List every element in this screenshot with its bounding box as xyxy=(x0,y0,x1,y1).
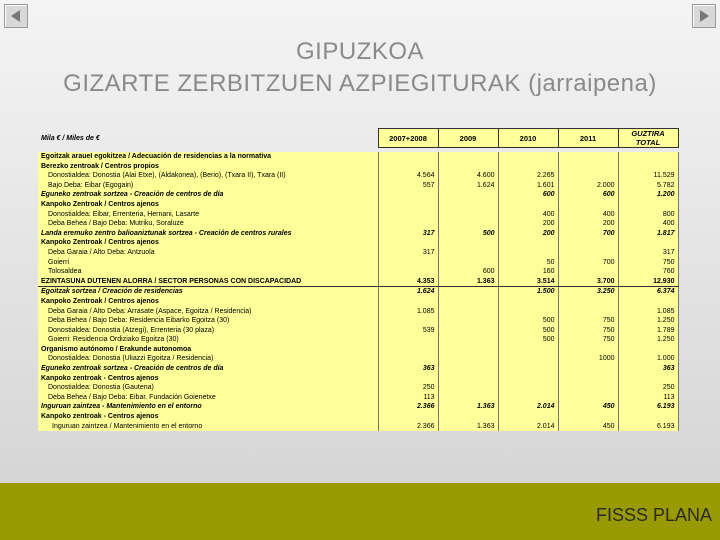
cell-value xyxy=(558,412,618,422)
cell-value xyxy=(498,364,558,374)
cell-value: 1.363 xyxy=(438,402,498,412)
cell-value xyxy=(438,316,498,326)
column-header: 2010 xyxy=(498,129,558,148)
cell-value: 6.193 xyxy=(618,422,678,432)
table-row xyxy=(38,393,678,403)
table-row xyxy=(38,326,678,336)
table-row xyxy=(38,412,678,422)
table-row xyxy=(38,297,678,307)
cell-value xyxy=(438,326,498,336)
cell-value: 317 xyxy=(378,248,438,258)
cell-value: 750 xyxy=(558,326,618,336)
row-label: Goierri xyxy=(38,258,378,268)
cell-value xyxy=(438,354,498,364)
cell-value xyxy=(498,374,558,384)
cell-value: 250 xyxy=(378,383,438,393)
table-row xyxy=(38,190,678,200)
row-label: Kanpoko Zentroak / Centros ajenos xyxy=(38,200,378,210)
row-label: Tolosaldea xyxy=(38,267,378,277)
cell-value: 1.000 xyxy=(618,354,678,364)
cell-value: 50 xyxy=(498,258,558,268)
cell-value xyxy=(498,297,558,307)
cell-value xyxy=(618,412,678,422)
cell-value: 750 xyxy=(558,335,618,345)
cell-value: 250 xyxy=(618,383,678,393)
row-label: Landa eremuko zentro balioaniztunak sortzea - Creación de centros rurales xyxy=(38,229,378,239)
table-row xyxy=(38,162,678,172)
cell-value: 600 xyxy=(438,267,498,277)
cell-value xyxy=(498,162,558,172)
cell-value xyxy=(498,307,558,317)
cell-value xyxy=(438,307,498,317)
cell-value: 2.366 xyxy=(378,402,438,412)
cell-value: 1.624 xyxy=(438,181,498,191)
title-line-2: GIZARTE ZERBITZUEN AZPIEGITURAK (jarraipena) xyxy=(63,70,657,97)
cell-value: 2.265 xyxy=(498,171,558,181)
cell-value: 11.529 xyxy=(618,171,678,181)
cell-value: 1.363 xyxy=(438,277,498,287)
cell-value xyxy=(378,152,438,162)
cell-value xyxy=(438,374,498,384)
row-label: Berezko zentroak / Centros propios xyxy=(38,162,378,172)
cell-value xyxy=(378,374,438,384)
cell-value: 600 xyxy=(558,190,618,200)
cell-value: 317 xyxy=(618,248,678,258)
row-label: Donostialdea: Donostia (Gautena) xyxy=(38,383,378,393)
row-label: Deba Garaia / Alto Deba: Antzuola xyxy=(38,248,378,258)
cell-value xyxy=(618,162,678,172)
cell-value: 1.601 xyxy=(498,181,558,191)
cell-value: 2.014 xyxy=(498,422,558,432)
cell-value xyxy=(438,383,498,393)
cell-value xyxy=(438,200,498,210)
forward-arrow-icon xyxy=(693,5,715,27)
cell-value xyxy=(618,297,678,307)
cell-value: 363 xyxy=(378,364,438,374)
cell-value xyxy=(558,200,618,210)
cell-value: 400 xyxy=(558,210,618,220)
cell-value: 400 xyxy=(618,219,678,229)
footer-label: FISSS PLANA xyxy=(595,505,712,525)
row-label: Donostialdea: Donostia (Uliazzi Egoitza / Residencia) xyxy=(38,354,378,364)
cell-value: 450 xyxy=(558,402,618,412)
row-label: Kanpoko zentroak - Centros ajenos xyxy=(38,412,378,422)
column-header: 2011 xyxy=(558,129,618,148)
row-label: Deba Behea / Bajo Deba: Residencia Eibarko Egoitza (30) xyxy=(38,316,378,326)
cell-value xyxy=(378,412,438,422)
table-row xyxy=(38,229,678,239)
column-header: 2009 xyxy=(438,129,498,148)
cell-value: 1.250 xyxy=(618,335,678,345)
cell-value: 363 xyxy=(618,364,678,374)
next-slide-button[interactable] xyxy=(692,4,716,28)
cell-value: 200 xyxy=(558,219,618,229)
cell-value xyxy=(378,210,438,220)
cell-value xyxy=(378,316,438,326)
cell-value xyxy=(558,307,618,317)
cell-value: 317 xyxy=(378,229,438,239)
cell-value: 200 xyxy=(498,229,558,239)
cell-value xyxy=(438,210,498,220)
cell-value xyxy=(378,219,438,229)
footer-bar xyxy=(0,483,720,540)
table-row xyxy=(38,171,678,181)
cell-value xyxy=(558,238,618,248)
cell-value: 4.600 xyxy=(438,171,498,181)
cell-value: 6.374 xyxy=(618,287,678,297)
title-line-1: GIPUZKOA xyxy=(295,38,425,65)
row-label: Donostialdea: Donostia (Alai Etxe), (Aldakonea), (Berio), (Txara II), Txara (II) xyxy=(38,171,378,181)
table-row xyxy=(38,364,678,374)
table-row xyxy=(38,248,678,258)
row-label: Donostialdea: Eibar, Errenteria, Hernani, Lasarte xyxy=(38,210,378,220)
table-row xyxy=(38,287,678,297)
cell-value: 2.014 xyxy=(498,402,558,412)
cell-value: 6.193 xyxy=(618,402,678,412)
cell-value xyxy=(378,354,438,364)
cell-value xyxy=(438,297,498,307)
cell-value: 1.500 xyxy=(498,287,558,297)
row-label: Deba Behea / Bajo Deba: Mutriku, Soraluze xyxy=(38,219,378,229)
unit-label: Mila € / Miles de € xyxy=(41,134,100,142)
row-label: Inguruan zaintzea / Mantenimiento en el entorno xyxy=(38,422,378,432)
infrastructure-table xyxy=(38,128,678,431)
cell-value: 1.250 xyxy=(618,316,678,326)
cell-value xyxy=(558,393,618,403)
row-label: EZINTASUNA DUTENEN ALORRA / SECTOR PERSONAS CON DISCAPACIDAD xyxy=(38,277,378,287)
cell-value xyxy=(378,238,438,248)
cell-value xyxy=(378,335,438,345)
previous-slide-button[interactable] xyxy=(4,4,28,28)
cell-value: 1.363 xyxy=(438,422,498,432)
cell-value xyxy=(558,162,618,172)
column-header: GUZTIRA TOTAL xyxy=(618,129,678,148)
cell-value xyxy=(438,162,498,172)
cell-value xyxy=(438,152,498,162)
cell-value: 500 xyxy=(498,335,558,345)
cell-value: 4.564 xyxy=(378,171,438,181)
cell-value: 1000 xyxy=(558,354,618,364)
table-row xyxy=(38,354,678,364)
cell-value: 750 xyxy=(618,258,678,268)
cell-value xyxy=(378,258,438,268)
table-row xyxy=(38,307,678,317)
cell-value xyxy=(558,267,618,277)
row-label: Goierri: Residencia Ordiziako Egoitza (30) xyxy=(38,335,378,345)
cell-value xyxy=(498,152,558,162)
row-label: Eguneko zentroak sortzea - Creación de centros de día xyxy=(38,190,378,200)
back-arrow-icon xyxy=(5,5,27,27)
cell-value xyxy=(498,383,558,393)
cell-value xyxy=(558,152,618,162)
cell-value: 12.930 xyxy=(618,277,678,287)
cell-value xyxy=(498,200,558,210)
cell-value: 450 xyxy=(558,422,618,432)
cell-value xyxy=(618,238,678,248)
cell-value xyxy=(378,200,438,210)
cell-value: 539 xyxy=(378,326,438,336)
cell-value xyxy=(378,345,438,355)
cell-value xyxy=(618,200,678,210)
table-row xyxy=(38,200,678,210)
cell-value: 700 xyxy=(558,229,618,239)
cell-value xyxy=(558,383,618,393)
table-row xyxy=(38,422,678,432)
cell-value xyxy=(438,393,498,403)
cell-value: 760 xyxy=(618,267,678,277)
cell-value xyxy=(498,248,558,258)
cell-value: 160 xyxy=(498,267,558,277)
cell-value: 1.085 xyxy=(378,307,438,317)
cell-value: 500 xyxy=(438,229,498,239)
cell-value xyxy=(438,335,498,345)
table-row xyxy=(38,277,678,287)
table-row xyxy=(38,181,678,191)
cell-value: 1.624 xyxy=(378,287,438,297)
row-label: Kanpoko zentroak - Centros ajenos xyxy=(38,374,378,384)
cell-value: 200 xyxy=(498,219,558,229)
cell-value: 800 xyxy=(618,210,678,220)
table-row xyxy=(38,210,678,220)
cell-value: 2.000 xyxy=(558,181,618,191)
cell-value: 3.514 xyxy=(498,277,558,287)
cell-value xyxy=(558,171,618,181)
row-label: Donostialdea: Donostia (Atzegi), Errenteria (30 plaza) xyxy=(38,326,378,336)
cell-value xyxy=(498,354,558,364)
cell-value: 3.250 xyxy=(558,287,618,297)
cell-value xyxy=(498,393,558,403)
cell-value xyxy=(438,238,498,248)
cell-value: 700 xyxy=(558,258,618,268)
cell-value xyxy=(378,297,438,307)
table-row xyxy=(38,335,678,345)
cell-value xyxy=(498,412,558,422)
table-row xyxy=(38,267,678,277)
cell-value xyxy=(438,364,498,374)
cell-value: 1.817 xyxy=(618,229,678,239)
cell-value xyxy=(618,152,678,162)
cell-value: 113 xyxy=(378,393,438,403)
row-label: Deba Garaia / Alto Deba: Arrasate (Aspace, Egoitza / Residencia) xyxy=(38,307,378,317)
cell-value: 2.366 xyxy=(378,422,438,432)
table-row xyxy=(38,402,678,412)
cell-value: 5.782 xyxy=(618,181,678,191)
table-row xyxy=(38,374,678,384)
table-row xyxy=(38,152,678,162)
cell-value: 4.353 xyxy=(378,277,438,287)
cell-value xyxy=(498,238,558,248)
table-row xyxy=(38,345,678,355)
table-row xyxy=(38,219,678,229)
cell-value xyxy=(378,162,438,172)
row-label: Egoitzak araueI egokitzea / Adecuación de residencias a la normativa xyxy=(38,152,378,162)
cell-value xyxy=(378,190,438,200)
row-label: Kanpoko Zentroak / Centros ajenos xyxy=(38,297,378,307)
cell-value: 750 xyxy=(558,316,618,326)
cell-value xyxy=(558,364,618,374)
row-label: Eguneko zentroak sortzea - Creación de centros de día xyxy=(38,364,378,374)
cell-value xyxy=(438,345,498,355)
cell-value xyxy=(438,190,498,200)
table-row xyxy=(38,383,678,393)
row-label: Egoitzak sortzea / Creación de residencias xyxy=(38,287,378,297)
cell-value: 1.789 xyxy=(618,326,678,336)
table-row xyxy=(38,316,678,326)
cell-value xyxy=(438,412,498,422)
row-label: Inguruan zaintzea - Mantenimiento en el entorno xyxy=(38,402,378,412)
table-row xyxy=(38,258,678,268)
row-label: Bajo Deba: Eibar (Egogain) xyxy=(38,181,378,191)
cell-value xyxy=(438,287,498,297)
cell-value: 557 xyxy=(378,181,438,191)
table-row xyxy=(38,238,678,248)
row-label: Deba Behea / Bajo Deba: Eibar. Fundación Goienetxe xyxy=(38,393,378,403)
cell-value: 400 xyxy=(498,210,558,220)
cell-value: 500 xyxy=(498,316,558,326)
cell-value xyxy=(438,248,498,258)
slide-title xyxy=(0,36,720,100)
cell-value xyxy=(558,374,618,384)
column-header: 2007+2008 xyxy=(378,129,438,148)
cell-value: 500 xyxy=(498,326,558,336)
table-header-row xyxy=(38,129,678,148)
cell-value xyxy=(378,267,438,277)
cell-value: 1.085 xyxy=(618,307,678,317)
cell-value: 600 xyxy=(498,190,558,200)
cell-value: 1.200 xyxy=(618,190,678,200)
cell-value xyxy=(618,374,678,384)
cell-value xyxy=(618,345,678,355)
cell-value xyxy=(438,219,498,229)
cell-value xyxy=(558,345,618,355)
cell-value: 113 xyxy=(618,393,678,403)
cell-value xyxy=(558,297,618,307)
cell-value xyxy=(498,345,558,355)
cell-value xyxy=(438,258,498,268)
cell-value: 3.700 xyxy=(558,277,618,287)
row-label: Kanpoko Zentroak / Centros ajenos xyxy=(38,238,378,248)
row-label: Organismo autónomo / Erakunde autonomoa xyxy=(38,345,378,355)
cell-value xyxy=(558,248,618,258)
